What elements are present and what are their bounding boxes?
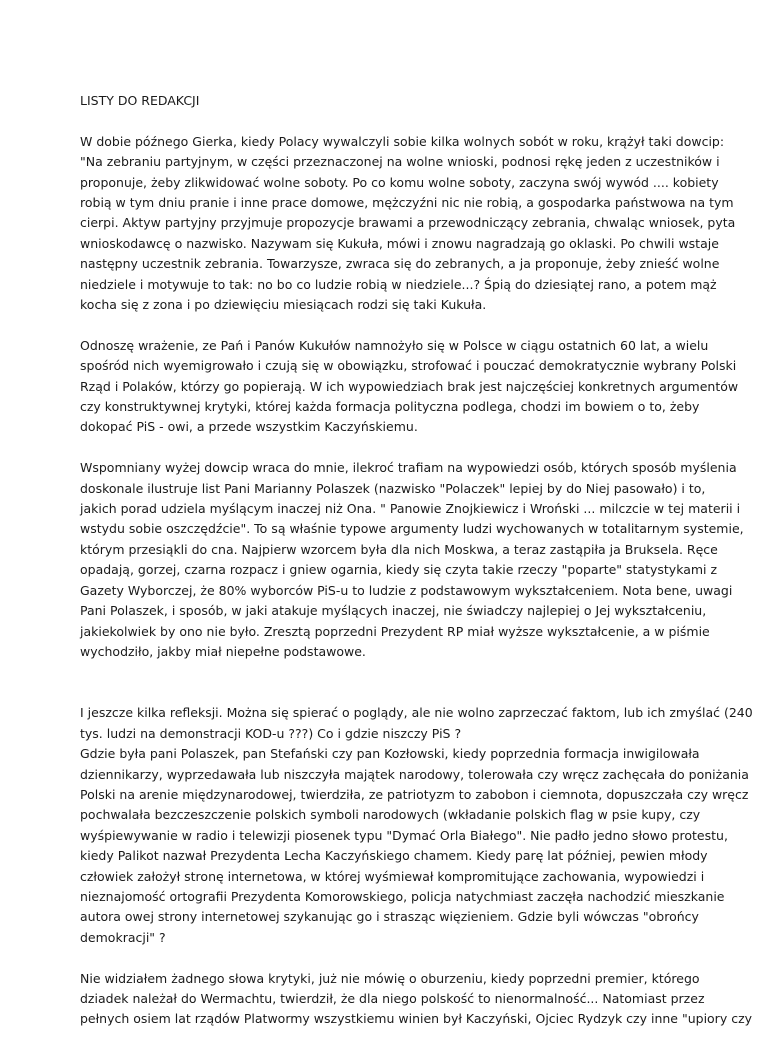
text-line: człowiek założył stronę internetowa, w której wyśmiewał kompromitujące zachowania, wypowiedzi i <box>80 868 705 884</box>
text-line: demokracji" ? <box>80 929 166 945</box>
text-line: Nie widziałem żadnego słowa krytyki, już nie mówię o oburzeniu, kiedy poprzedni premier, którego <box>80 970 700 986</box>
text-line: kocha się z zona i po dziewięciu miesiącach rodzi się taki Kukuła. <box>80 297 487 313</box>
text-line: nieznajomość ortografii Prezydenta Komorowskiego, policja natychmiast zaczęła nachodzić mieszkanie <box>80 888 725 904</box>
text-line: cierpi. Aktyw partyjny przyjmuje propozycje brawami a przewodniczący zebrania, chwaląc wniosek, pyta <box>80 215 736 231</box>
text-line: jakich porad udziela myślącym inaczej niż Ona. " Panowie Znojkiewicz i Wroński ... milczcie w tej materii i <box>80 501 741 517</box>
text-line: wnioskodawcę o nazwisko. Nazywam się Kukuła, mówi i znowu nagradzają go oklaski. Po chwili wstaje <box>80 235 719 251</box>
text-line: dziadek należał do Wermachtu, twierdził, że dla niego polskość to nienormalność... Natomiast przez <box>80 991 705 1006</box>
text-line: dziennikarzy, wyprzedawała lub niszczyła majątek narodowy, tolerowała czy wręcz zachęcała do poniżania <box>80 766 749 782</box>
paragraph <box>80 969 753 1030</box>
text-line: wstydu sobie oszczędźcie". To są właśnie typowe argumenty ludzi wychowanych w totalitarnym systemie, <box>80 521 744 537</box>
paragraph <box>80 458 744 662</box>
text-line: spośród nich wyemigrowało i czują się w obowiązku, strofować i pouczać demokratycznie wybrany Polski <box>80 358 737 374</box>
text-line: Wspomniany wyżej dowcip wraca do mnie, ilekroć trafiam na wypowiedzi osób, których sposób myślenia <box>80 460 737 476</box>
document-heading: LISTY DO REDAKCJI <box>80 93 200 108</box>
text-line: którym przesiąkli do cna. Najpierw wzorcem była dla nich Moskwa, a teraz zastąpiła ja Bruksela. Ręce <box>80 541 718 557</box>
text-line: pełnych osiem lat rządów Platwormy wszystkiemu winien był Kaczyński, Ojciec Rydzyk czy inne "upiory czy <box>80 1011 753 1027</box>
text-line: tys. ludzi na demonstracji KOD-u ???) Co i gdzie niszczy PiS ? <box>80 725 462 741</box>
text-line: robią w tym dniu pranie i inne prace domowe, mężczyźni nic nie robią, a gospodarka państwowa na tym <box>80 195 734 211</box>
text-line: Odnoszę wrażenie, ze Pań i Panów Kukułów namnożyło się w Polsce w ciągu ostatnich 60 lat, a wielu <box>80 337 709 353</box>
text-line: I jeszcze kilka refleksji. Można się spierać o poglądy, ale nie wolno zaprzeczać faktom, lub ich zmyślać (240 <box>80 705 753 721</box>
text-line: Gdzie była pani Polaszek, pan Stefański czy pan Kozłowski, kiedy poprzednia formacja inwigilowała <box>80 746 700 762</box>
text-line: autora owej strony internetowej szykanując go i strasząc więzieniem. Gdzie byli wówczas "obrońcy <box>80 909 699 925</box>
text-line: opadają, gorzej, czarna rozpacz i gniew ogarnia, kiedy się czyta takie rzeczy "poparte" statystykami z <box>80 562 718 578</box>
text-line: czy konstruktywnej krytyki, której każda formacja polityczna podlega, chodzi im bowiem o to, żeby <box>80 399 700 415</box>
text-line: Gazety Wyborczej, że 80% wyborców PiS-u to ludzie z podstawowym wykształceniem. Nota bene, uwagi <box>80 582 733 598</box>
text-line: jakiekolwiek by ono nie było. Zresztą poprzedni Prezydent RP miał wyższe wykształcenie, a w piśmie <box>80 623 710 639</box>
paragraph <box>80 703 753 948</box>
text-line: Pani Polaszek, i sposób, w jaki atakuje myślących inaczej, nie świadczy najlepiej o Jej wykształceniu, <box>80 603 707 619</box>
text-line: Polski na arenie międzynarodowej, twierdziła, ze patriotyzm to zabobon i ciemnota, dopuszczała czy wręcz <box>80 786 749 802</box>
text-line: "Na zebraniu partyjnym, w części przeznaczonej na wolne wnioski, podnosi rękę jeden z uczestników i <box>80 154 720 170</box>
text-line: W dobie późnego Gierka, kiedy Polacy wywalczyli sobie kilka wolnych sobót w roku, krążył taki dowcip: <box>80 133 725 149</box>
text-line: proponuje, żeby zlikwidować wolne soboty. Po co komu wolne soboty, zaczyna swój wywód .... kobiety <box>80 174 719 190</box>
text-line: doskonale ilustruje list Pani Marianny Polaszek (nazwisko "Polaczek" lepiej by do Niej pasowało) i to, <box>80 480 706 496</box>
letter-document <box>80 91 753 1050</box>
text-line: Rząd i Polaków, którzy go popierają. W ich wypowiedziach brak jest najczęściej konkretnych argumentów <box>80 378 739 394</box>
text-line: wychodziło, jakby miał niepełne podstawowe. <box>80 643 366 659</box>
text-line: pochwalała bezczeszczenie polskich symboli narodowych (wkładanie polskich flag w psie kupy, czy <box>80 807 701 823</box>
text-line: dokopać PiS - owi, a przede wszystkim Kaczyńskiemu. <box>80 419 418 435</box>
document-body <box>80 132 753 1030</box>
text-line: kiedy Palikot nazwał Prezydenta Lecha Kaczyńskiego chamem. Kiedy parę lat później, pewien młody <box>80 848 708 864</box>
text-line: niedziele i motywuje to tak: no bo co ludzie robią w niedziele...? Śpią do dziesiątej rano, a potem mąż <box>80 276 717 292</box>
text-line: wyśpiewywanie w radio i telewizji piosenek typu "Dymać Orla Białego". Nie padło jedno słowo protestu, <box>80 827 728 843</box>
text-line: następny uczestnik zebrania. Towarzysze, zwraca się do zebranych, a ja proponuje, żeby znieść wolne <box>80 256 720 272</box>
paragraph <box>80 336 739 438</box>
paragraph <box>80 132 736 316</box>
